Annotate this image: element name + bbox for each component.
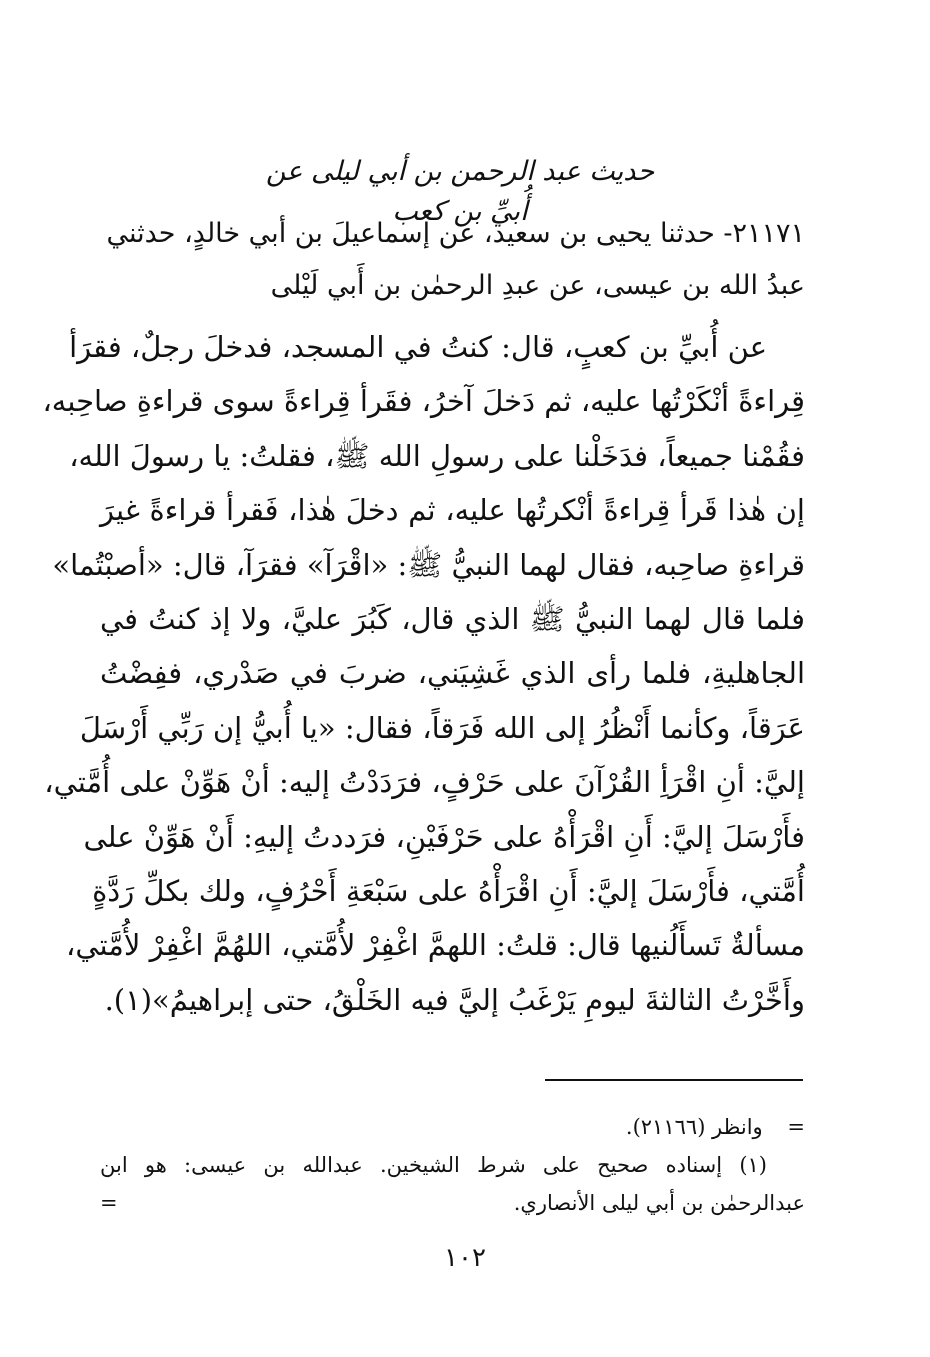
body-line: إن هٰذا قَرأ قِراءةً أنْكرتُها عليه، ثم دخلَ هٰذا، فَقرأ قراءةً غيرَ [100,493,805,528]
body-line: مسألةٌ تَسأَلُنيها قال: قلتُ: اللهمَّ اغْفِرْ لأُمَّتي، اللهُمَّ اغْفِرْ لأُمَّتي، [66,928,805,963]
isnad-line: عبدُ الله بن عيسى، عن عبدِ الرحمٰن بن أَبي لَيْلى [270,270,805,301]
body-line: إليَّ: أنِ اقْرَأِ القُرْآنَ على حَرْفٍ، فرَدَدْتُ إليه: أنْ هَوِّنْ على أُمَّتي، [44,765,805,800]
body-line: وأَخَّرْتُ الثالثةَ ليومِ يَرْغَبُ إليَّ فيه الخَلْقُ، حتى إبراهيمُ»(١). [104,982,805,1017]
body-line: عن أُبيِّ بن كعبٍ، قال: كنتُ في المسجد، فدخلَ رجلٌ، فقرَأ [69,330,767,364]
body-line: فلما قال لهما النبيُّ ﷺ الذي قال، كَبُرَ عليَّ، ولا إذ كنتُ في [100,601,805,636]
trailing-marker: = [100,1191,118,1215]
body-line: عَرَقاً، وكأنما أَنْظُرُ إلى الله فَرَقاً، فقال: «يا أُبيُّ إن رَبِّي أَرْسَلَ [79,710,805,745]
continuation-text: وانظر (٢١١٦٦). [625,1115,763,1139]
body-line: قراءةِ صاحِبه، فقال لهما النبيُّ ﷺ: «اقْرَآ» فقرَآ، قال: «أصبْتُما» [52,547,805,582]
footnote-1-line [100,1184,805,1222]
footnote-1-text: عبدالرحمٰن بن أبي ليلى الأنصاري. [513,1191,805,1215]
continuation-marker: = [787,1115,805,1139]
footnotes [100,1108,805,1222]
body-line: قِراءةً أنْكَرْتُها عليه، ثم دَخلَ آخرُ، فقَرأ قِراءةً سوى قراءةِ صاحِبه، [42,384,805,419]
section-heading: حديث عبد الرحمن بن أبي ليلى عن أُبيِّ بن كعب [265,156,655,227]
footnote-separator [545,1079,803,1081]
body-line: الجاهليةِ، فلما رأى الذي غَشِيَني، ضربَ في صَدْري، ففِضْتُ [100,656,805,691]
footnote-1-line: (١) إسناده صحيح على شرط الشيخين. عبدالله بن عيسى: هو ابن [100,1153,767,1177]
hadith-isnad [100,208,805,312]
body-line: أُمَّتي، فأَرْسَلَ إليَّ: أَنِ اقْرَأْهُ على سَبْعَةِ أَحْرُفٍ، ولك بكلِّ رَدَّةٍ [92,873,805,908]
body-line: فقُمْنا جميعاً، فدَخَلْنا على رسولِ الله ﷺ، فقلتُ: يا رسولَ الله، [69,438,805,473]
hadith-matn [42,320,805,1027]
isnad-line: ٢١١٧١- حدثنا يحيى بن سعيد، عن إسماعيلَ بن أبي خالدٍ، حدثني [106,218,805,249]
footnote-continuation [100,1108,805,1146]
body-line: فأَرْسَلَ إليَّ: أَنِ اقْرَأْهُ على حَرْفَيْنِ، فرَددتُ إليهِ: أَنْ هَوِّنْ على [83,819,805,854]
page-number: ١٠٢ [444,1243,486,1273]
